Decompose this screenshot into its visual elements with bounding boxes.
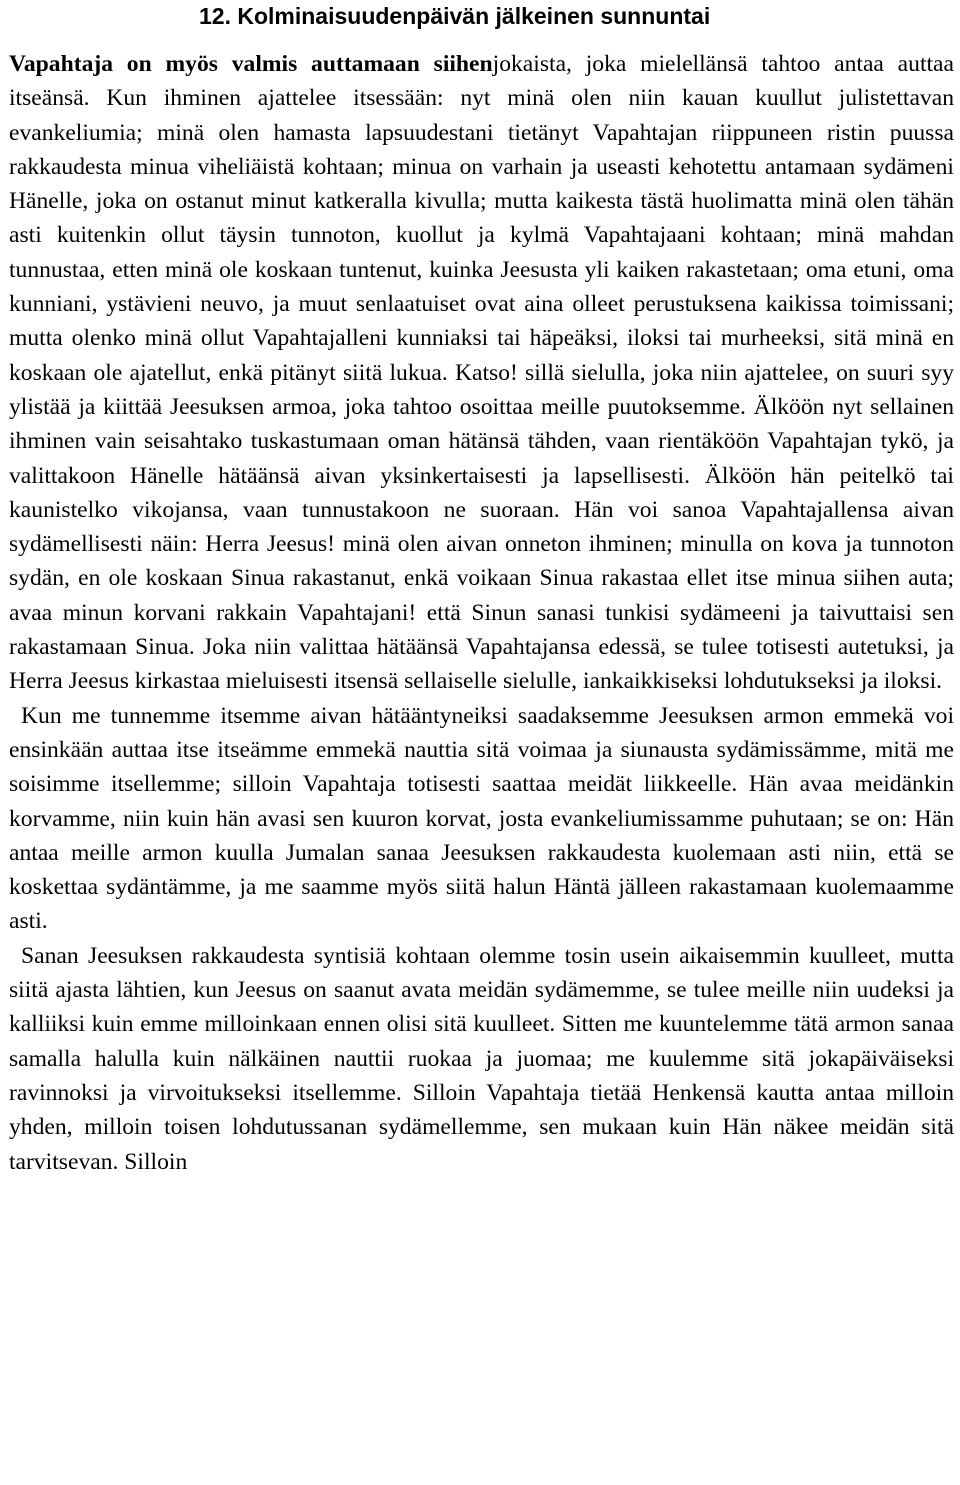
document-page	[9, 0, 954, 1180]
paragraph-1-lead: Vapahtaja on myös valmis auttamaan siihen	[9, 51, 493, 77]
paragraph-1	[9, 47, 954, 699]
paragraph-3: Sanan Jeesuksen rakkaudesta syntisiä kohtaan olemme tosin usein aikaisemmin kuulleet, mutta siitä ajasta lähtien, kun Jeesus on saanut avata meidän sydämemme, se tulee meille niin uudeksi ja kalliiksi kuin emme milloinkaan ennen olisi sitä kuulleet. Sitten me kuuntelemme tätä armon sanaa samalla halulla kuin nälkäinen nauttii ruokaa ja juomaa; me kuulemme sitä jokapäiväiseksi ravinnoksi ja virvoitukseksi itsellemme. Silloin Vapahtaja tietää Henkensä kautta antaa milloin yhden, milloin toisen lohdutussanan sydämellemme, sen mukaan kuin Hän näkee meidän sitä tarvitsevan. Silloin	[9, 942, 954, 1175]
page-title: 12. Kolminaisuudenpäivän jälkeinen sunnuntai	[199, 3, 711, 29]
paragraph-2: Kun me tunnemme itsemme aivan hätääntyneiksi saadaksemme Jeesuksen armon emmekä voi ensinkään auttaa itse itseämme emmekä nauttia sitä voimaa ja siunausta sydämissämme, mitä me soisimme itsellemme; silloin Vapahtaja totisesti saattaa meidät liikkeelle. Hän avaa meidänkin korvamme, niin kuin hän avasi sen kuuron korvat, josta evankeliumissamme puhutaan; se on: Hän antaa meille armon kuulla Jumalan sanaa Jeesuksen rakkaudesta kuolemaan asti niin, että se koskettaa sydäntämme, ja me saamme myös siitä halun Häntä jälleen rakastamaan kuolemaamme asti.	[9, 702, 954, 935]
paragraph-1-text: jokaista, joka mielellänsä tahtoo antaa auttaa itseänsä. Kun ihminen ajattelee itsessään: nyt minä olen niin kauan kuullut julistettavan evankeliumia; minä olen hamasta lapsuudestani tietänyt Vapahtajan riippuneen ristin puussa rakkaudesta minua viheliäistä kohtaan; minua on varhain ja useasti kehotettu antamaan sydämeni Hänelle, joka on ostanut minut katkeralla kivulla; mutta kaikesta tästä huolimatta minä olen tähän asti kuitenkin ollut täysin tunnoton, kuollut ja kylmä Vapahtajaani kohtaan; minä mahdan tunnustaa, etten minä ole koskaan tuntenut, kuinka Jeesusta yli kaiken rakastetaan; oma etuni, oma kunniani, ystävieni neuvo, ja muut senlaatuiset ovat aina olleet perustuksena kaikissa toimissani; mutta olenko minä ollut Vapahtajalleni kunniaksi tai häpeäksi, iloksi tai murheeksi, sitä minä en koskaan ole ajatellut, enkä pitänyt siitä lukua. Katso! sillä sielulla, joka niin ajattelee, on suuri syy ylistää ja kiittää Jeesuksen armoa, joka tahtoo osoittaa meille puutoksemme. Älköön nyt sellainen ihminen vain seisahtako tuskastumaan oman hätänsä tähden, vaan rientäköön Vapahtajan tykö, ja valittakoon Hänelle hätäänsä aivan yksinkertaisesti ja lapsellisesti. Älköön hän peitelkö tai kaunistelko vikojansa, vaan tunnustakoon ne suoraan. Hän voi sanoa Vapahtajallensa aivan sydämellisesti näin: Herra Jeesus! minä olen aivan onneton ihminen; minulla on kova ja tunnoton sydän, en ole koskaan Sinua rakastanut, enkä voikaan Sinua rakastaa ellet itse minua siihen auta; avaa minun korvani rakkain Vapahtajani! että Sinun sanasi tunkisi sydämeeni ja taivuttaisi sen rakastamaan Sinua. Joka niin valittaa hätäänsä Vapahtajansa edessä, se tulee totisesti autetuksi, ja Herra Jeesus kirkastaa mieluisesti itsensä sellaiselle sielulle, iankaikkiseksi lohdutukseksi ja iloksi.	[9, 51, 955, 695]
